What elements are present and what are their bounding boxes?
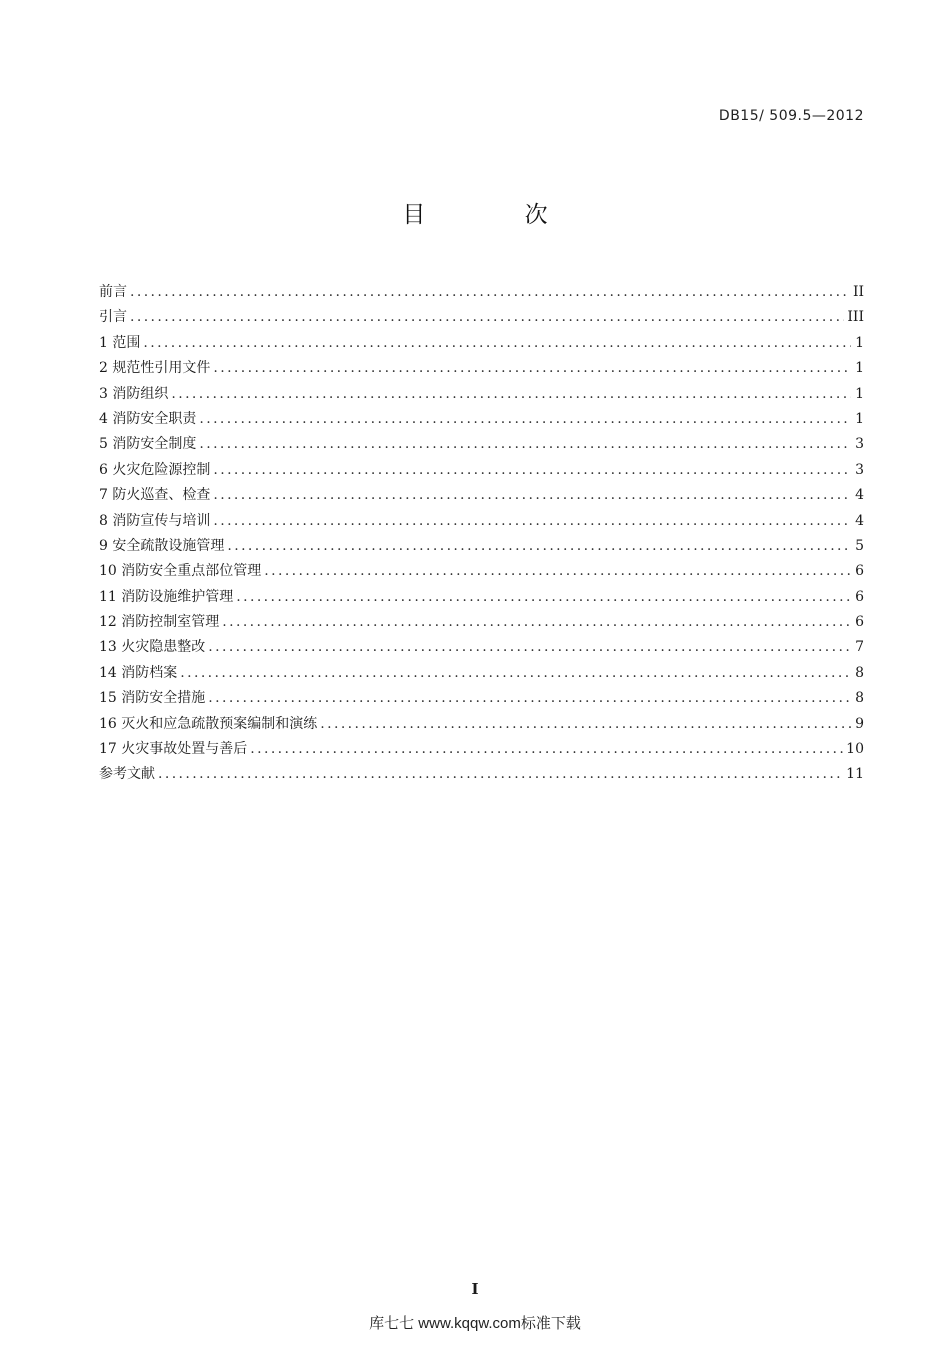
toc-entry-page: 11 bbox=[846, 766, 864, 783]
toc-entry-label: 消防档案 bbox=[121, 664, 178, 681]
toc-entry-label: 消防宣传与培训 bbox=[112, 512, 211, 529]
page-title: 目 次 bbox=[402, 202, 594, 228]
toc-entry-label: 火灾危险源控制 bbox=[112, 461, 211, 478]
toc-entry-number: 11 bbox=[99, 588, 117, 605]
toc-entry-label: 灭火和应急疏散预案编制和演练 bbox=[121, 715, 318, 732]
download-watermark: 库七七 www.kqqw.com标准下载 bbox=[369, 1315, 581, 1332]
toc-entry[interactable] bbox=[99, 585, 864, 610]
toc-entry-label: 消防设施维护管理 bbox=[121, 588, 234, 605]
table-of-contents bbox=[99, 280, 864, 788]
toc-entry-page: 4 bbox=[855, 487, 864, 504]
toc-entry-page: 3 bbox=[855, 461, 864, 478]
toc-dot-leader bbox=[130, 280, 850, 305]
toc-entry-number: 12 bbox=[99, 614, 117, 631]
toc-dot-leader bbox=[208, 686, 851, 711]
toc-entry-number: 15 bbox=[99, 690, 117, 707]
toc-entry-number: 4 bbox=[99, 410, 108, 427]
toc-entry-page: 6 bbox=[855, 563, 864, 580]
toc-entry-page: II bbox=[852, 284, 864, 300]
toc-entry[interactable] bbox=[99, 305, 864, 330]
toc-entry-number: 3 bbox=[99, 385, 108, 402]
toc-entry[interactable] bbox=[99, 356, 864, 381]
toc-entry-page: 8 bbox=[855, 690, 864, 707]
toc-entry-number: 17 bbox=[99, 741, 117, 758]
document-code: DB15/ 509.5—2012 bbox=[718, 108, 864, 124]
toc-entry-label: 火灾事故处置与善后 bbox=[121, 741, 248, 758]
toc-entry-label: 引言 bbox=[99, 309, 127, 326]
toc-entry-page: 7 bbox=[855, 639, 864, 656]
toc-entry[interactable] bbox=[99, 509, 864, 534]
toc-dot-leader bbox=[250, 737, 843, 762]
toc-entry[interactable] bbox=[99, 686, 864, 711]
toc-entry-page: 1 bbox=[855, 360, 864, 377]
toc-entry-number: 7 bbox=[99, 487, 108, 504]
toc-entry-page: 10 bbox=[846, 741, 864, 758]
toc-dot-leader bbox=[213, 458, 851, 483]
toc-entry[interactable] bbox=[99, 661, 864, 686]
toc-entry[interactable] bbox=[99, 635, 864, 660]
toc-entry-label: 前言 bbox=[99, 284, 127, 300]
toc-entry[interactable] bbox=[99, 483, 864, 508]
toc-dot-leader bbox=[180, 661, 851, 686]
toc-entry-label: 消防组织 bbox=[112, 385, 169, 402]
toc-entry-page: 3 bbox=[855, 436, 864, 453]
toc-entry-number: 16 bbox=[99, 715, 117, 732]
toc-entry[interactable] bbox=[99, 382, 864, 407]
toc-entry-label: 范围 bbox=[112, 334, 141, 351]
toc-entry-page: 6 bbox=[855, 588, 864, 605]
toc-entry-number: 1 bbox=[99, 334, 108, 351]
toc-dot-leader bbox=[130, 305, 844, 330]
toc-entry-page: 8 bbox=[855, 664, 864, 681]
toc-dot-leader bbox=[199, 432, 851, 457]
toc-dot-leader bbox=[213, 483, 851, 508]
toc-entry-label: 消防安全重点部位管理 bbox=[121, 563, 262, 580]
toc-entry-label: 消防安全制度 bbox=[112, 436, 197, 453]
toc-entry[interactable] bbox=[99, 280, 864, 305]
toc-entry-label: 消防安全职责 bbox=[112, 410, 197, 427]
toc-dot-leader bbox=[320, 712, 851, 737]
toc-entry[interactable] bbox=[99, 458, 864, 483]
toc-entry-number: 2 bbox=[99, 360, 108, 377]
toc-entry[interactable] bbox=[99, 407, 864, 432]
toc-dot-leader bbox=[213, 356, 851, 381]
toc-entry-page: 9 bbox=[855, 715, 864, 732]
toc-entry[interactable] bbox=[99, 534, 864, 559]
toc-entry-page: III bbox=[847, 309, 864, 326]
toc-entry-label: 参考文献 bbox=[99, 766, 155, 783]
toc-dot-leader bbox=[171, 382, 851, 407]
toc-entry-number: 8 bbox=[99, 512, 108, 529]
toc-entry-number: 9 bbox=[99, 537, 108, 554]
toc-entry-number: 14 bbox=[99, 664, 117, 681]
toc-entry-number: 6 bbox=[99, 461, 108, 478]
toc-entry-label: 规范性引用文件 bbox=[112, 360, 211, 377]
toc-entry-label: 消防安全措施 bbox=[121, 690, 206, 707]
toc-dot-leader bbox=[264, 559, 851, 584]
toc-entry-label: 安全疏散设施管理 bbox=[112, 537, 225, 554]
toc-entry-page: 5 bbox=[855, 537, 864, 554]
toc-entry[interactable] bbox=[99, 737, 864, 762]
toc-dot-leader bbox=[158, 762, 843, 787]
toc-entry[interactable] bbox=[99, 432, 864, 457]
toc-entry-number: 13 bbox=[99, 639, 117, 656]
page-number: I bbox=[471, 1280, 479, 1298]
toc-entry[interactable] bbox=[99, 762, 864, 787]
toc-dot-leader bbox=[236, 585, 851, 610]
toc-entry-label: 火灾隐患整改 bbox=[121, 639, 206, 656]
toc-entry-number: 5 bbox=[99, 436, 108, 453]
toc-entry-number: 10 bbox=[99, 563, 117, 580]
toc-dot-leader bbox=[213, 509, 851, 534]
toc-entry[interactable] bbox=[99, 559, 864, 584]
toc-entry-page: 4 bbox=[855, 512, 864, 529]
toc-entry-page: 1 bbox=[855, 385, 864, 402]
toc-dot-leader bbox=[199, 407, 851, 432]
toc-dot-leader bbox=[143, 331, 851, 356]
toc-dot-leader bbox=[222, 610, 851, 635]
toc-dot-leader bbox=[208, 635, 851, 660]
toc-entry[interactable] bbox=[99, 610, 864, 635]
toc-entry[interactable] bbox=[99, 712, 864, 737]
toc-entry-page: 1 bbox=[855, 334, 864, 351]
toc-entry[interactable] bbox=[99, 331, 864, 356]
toc-entry-page: 6 bbox=[855, 614, 864, 631]
toc-entry-page: 1 bbox=[855, 410, 864, 427]
toc-entry-label: 防火巡查、检查 bbox=[112, 487, 211, 504]
toc-dot-leader bbox=[227, 534, 851, 559]
toc-entry-label: 消防控制室管理 bbox=[121, 614, 220, 631]
